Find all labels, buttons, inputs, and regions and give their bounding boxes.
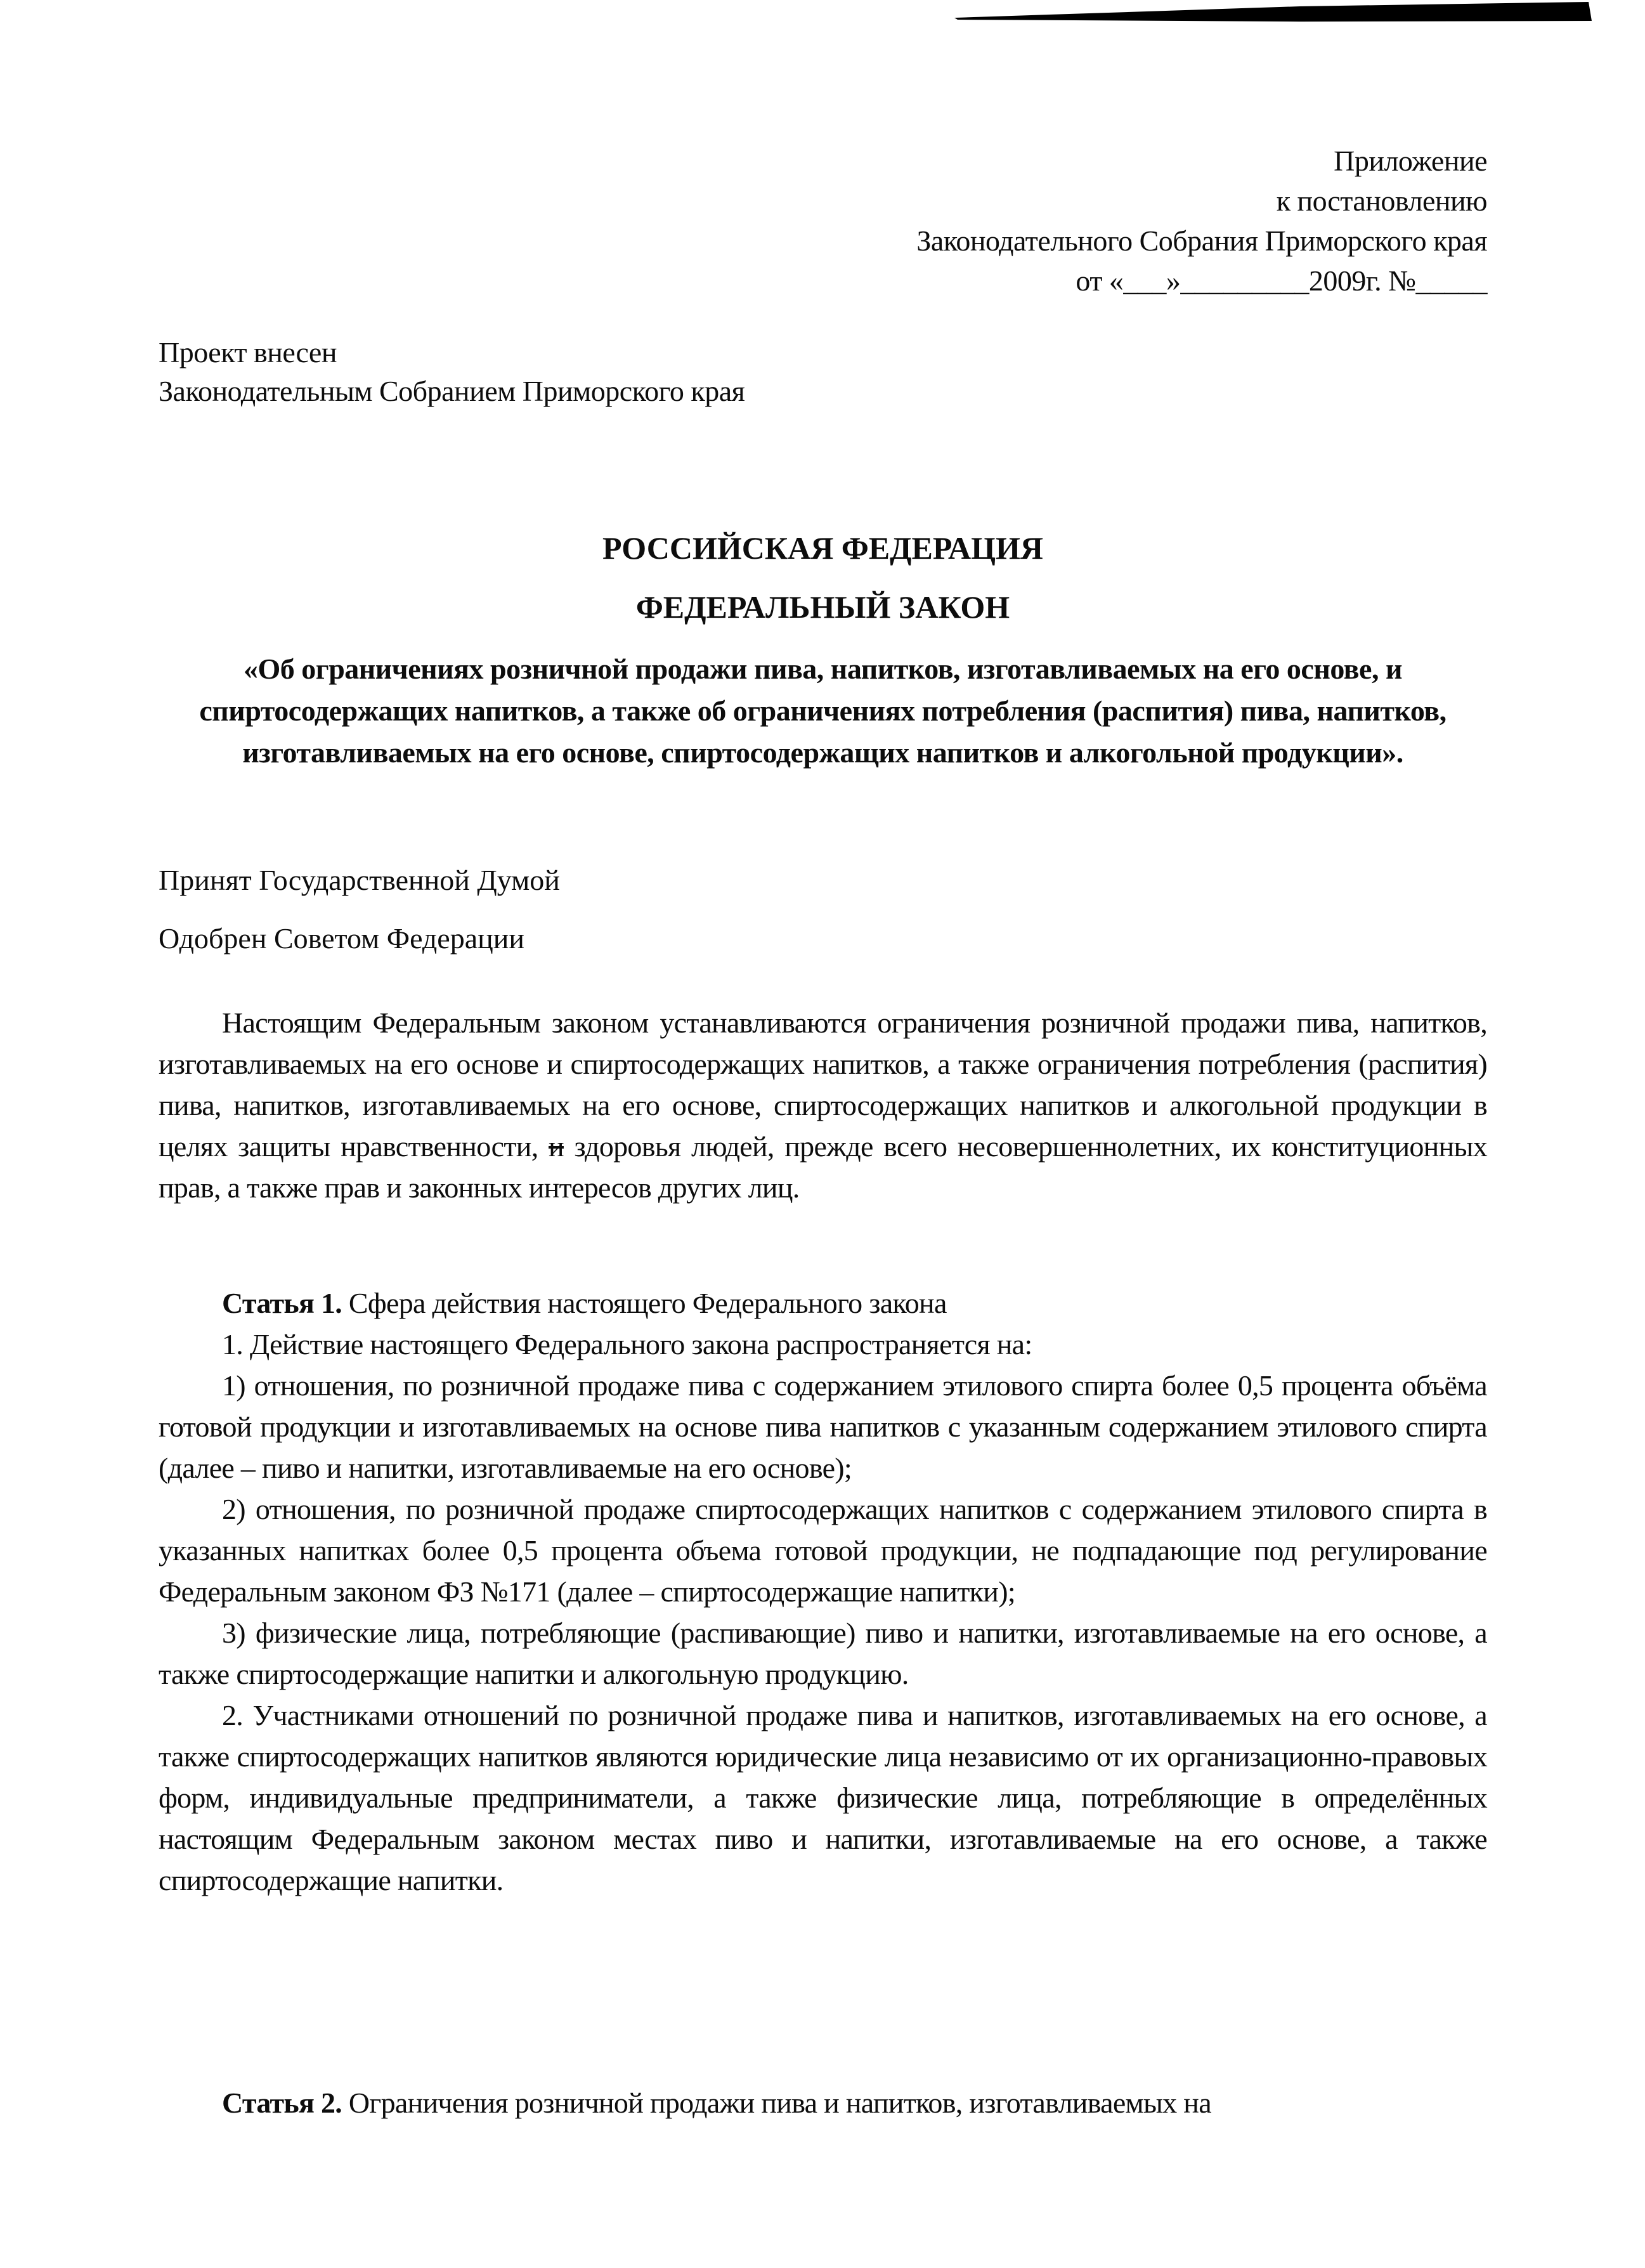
project-note-line: Проект внесен	[159, 336, 337, 368]
intro-paragraph	[159, 1002, 1487, 1208]
country-title: РОССИЙСКАЯ ФЕДЕРАЦИЯ	[602, 530, 1044, 566]
article-2-heading	[159, 2082, 1487, 2123]
article-2-label: Статья 2.	[222, 2087, 342, 2119]
struck-word: и	[549, 1130, 564, 1163]
article-1-paragraph: 1. Действие настоящего Федерального закона распространяется на:	[222, 1328, 1032, 1360]
article-2-heading-text: Ограничения розничной продажи пива и напитков, изготавливаемых на	[342, 2087, 1211, 2119]
article-1-heading-text: Сфера действия настоящего Федерального закона	[342, 1287, 947, 1319]
intro-text-after: здоровья людей, прежде всего несовершеннолетних, их конституционных прав, а также прав и законных интересов других лиц.	[159, 1130, 1487, 1204]
approved-by-council-line: Одобрен Советом Федерации	[159, 922, 524, 955]
law-subject-title: «Об ограничениях розничной продажи пива, напитков, изготавливаемых на его основе, и спиртосодержащих напитков, а также об ограничениях потребления (распития) пива, напитков, изготавливаемых на его основе, спиртосодержащих напитков и алкогольной продукции».	[199, 653, 1447, 769]
intro-text-before: Настоящим Федеральным законом устанавливаются ограничения розничной продажи пива, напитков, изготавливаемых на его основе и спиртосодержащих напитков, а также ограничения потребления (распития) пива, напитков, изготавливаемых на его основе, спиртосодержащих напитков и алкогольной продукции в целях защиты нравственности,	[159, 1007, 1487, 1163]
article-2-section	[159, 2082, 1487, 2123]
article-1-label: Статья 1.	[222, 1287, 342, 1319]
article-1-heading	[159, 1282, 1487, 1324]
appendix-line: к постановлению	[1276, 185, 1487, 217]
article-1-paragraph: 1) отношения, по розничной продаже пива с содержанием этилового спирта более 0,5 процента объёма готовой продукции и изготавливаемых на основе пива напитков с указанным содержанием этилового спирта (далее – пиво и напитки, изготавливаемые на его основе);	[159, 1369, 1487, 1484]
article-1-paragraph: 2) отношения, по розничной продаже спиртосодержащих напитков с содержанием этилового спирта в указанных напитках более 0,5 процента объема готовой продукции, не подпадающие под регулирование Федеральным законом ФЗ №171 (далее – спиртосодержащие напитки);	[159, 1493, 1487, 1608]
article-1-paragraph: 2. Участниками отношений по розничной продаже пива и напитков, изготавливаемых на его основе, а также спиртосодержащих напитков являются юридические лица независимо от их организационно-правовых форм, индивидуальные предприниматели, а также физические лица, потребляющие в определённых настоящим Федеральным законом местах пиво и напитки, изготавливаемые на его основе, а также спиртосодержащие напитки.	[159, 1699, 1487, 1896]
article-1-section	[159, 1282, 1487, 1901]
scan-artifact-icon	[0, 0, 1645, 44]
article-1-paragraph: 3) физические лица, потребляющие (распивающие) пиво и напитки, изготавливаемые на его основе, а также спиртосодержащие напитки и алкогольную продукцию.	[159, 1617, 1487, 1690]
project-note-line: Законодательным Собранием Приморского края	[159, 375, 745, 407]
project-note	[159, 333, 1487, 410]
appendix-date-line: от «___»_________2009г. №_____	[1076, 264, 1487, 297]
adopted-by-duma-line: Принят Государственной Думой	[159, 864, 560, 896]
appendix-note	[159, 141, 1487, 301]
law-type-title: ФЕДЕРАЛЬНЫЙ ЗАКОН	[635, 589, 1010, 625]
intro-section	[159, 1002, 1487, 1208]
appendix-line: Приложение	[1334, 145, 1487, 177]
appendix-line: Законодательного Собрания Приморского края	[916, 225, 1487, 257]
